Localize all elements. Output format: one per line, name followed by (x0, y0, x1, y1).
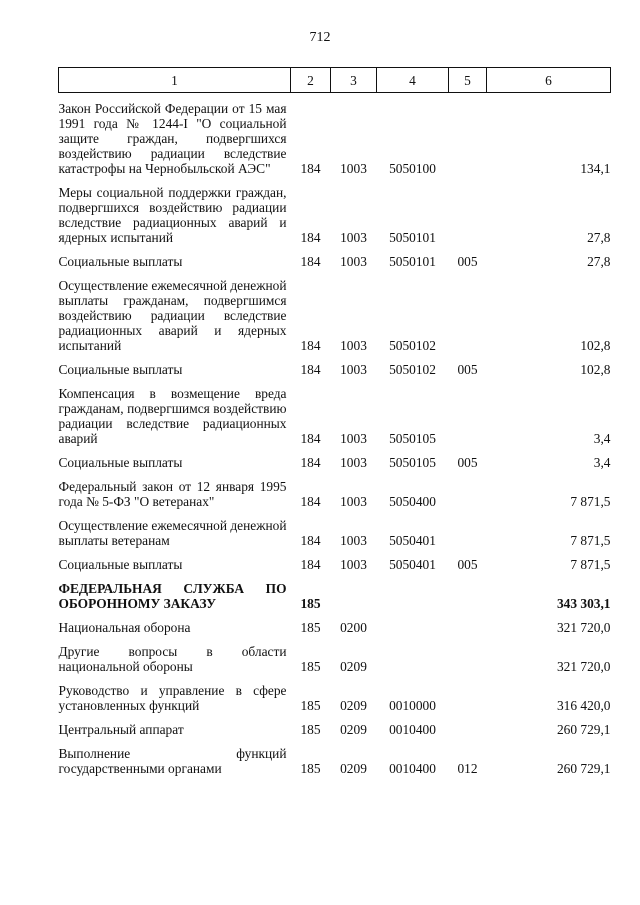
row-target-code: 0010000 (389, 698, 436, 713)
row-section-code: 1003 (340, 161, 367, 176)
table-row (59, 683, 611, 722)
row-expense-type (449, 278, 487, 362)
table-row (59, 644, 611, 683)
row-section-code: 0209 (340, 659, 367, 674)
row-target-code: 5050400 (389, 494, 436, 509)
row-ved-code: 184 (300, 161, 321, 176)
row-target-code: 5050102 (389, 338, 436, 353)
row-target-code: 5050401 (389, 533, 436, 548)
row-ved-code: 184 (300, 338, 321, 353)
row-ved-code: 184 (300, 533, 321, 548)
table-row (59, 557, 611, 581)
row-section-code: 1003 (340, 557, 367, 572)
table-row (59, 620, 611, 644)
row-expense-type (449, 683, 487, 722)
row-name: Центральный аппарат (58, 722, 184, 737)
table-row (59, 278, 611, 362)
row-ved-code: 185 (300, 761, 321, 776)
row-name: Закон Российской Федерации от 15 мая 1991 года № 1244-I "О социальной защите граждан, подвергшихся воздействию радиации вследствие катастрофы на Чернобыльской АЭС" (58, 101, 287, 176)
row-name: Национальная оборона (58, 620, 191, 635)
row-name: Другие вопросы в области национальной обороны (58, 644, 287, 674)
row-ved-code: 185 (300, 659, 321, 674)
row-expense-type (449, 620, 487, 644)
row-amount: 260 729,1 (556, 722, 611, 737)
row-expense-type (449, 386, 487, 455)
row-name: Социальные выплаты (58, 362, 183, 377)
row-amount: 102,8 (580, 338, 611, 353)
table-row (59, 479, 611, 518)
row-amount: 27,8 (587, 230, 611, 245)
row-expense-type (449, 518, 487, 557)
row-section-code: 1003 (340, 362, 367, 377)
row-ved-code: 184 (300, 362, 321, 377)
row-expense-type (449, 581, 487, 620)
row-section-code (331, 581, 377, 620)
row-expense-type: 005 (457, 254, 478, 269)
row-amount: 134,1 (580, 161, 611, 176)
row-expense-type: 012 (457, 761, 478, 776)
row-amount: 7 871,5 (570, 494, 611, 509)
header-col-3: 3 (331, 68, 377, 93)
row-name: Компенсация в возмещение вреда гражданам, подвергшимся воздействию радиации вследствие радиационных аварий (58, 386, 287, 446)
table-row (59, 185, 611, 254)
row-name: Социальные выплаты (58, 254, 183, 269)
header-col-4: 4 (377, 68, 449, 93)
row-expense-type: 005 (457, 362, 478, 377)
row-target-code: 5050101 (389, 254, 436, 269)
row-name: Федеральный закон от 12 января 1995 года № 5-ФЗ "О ветеранах" (58, 479, 287, 509)
header-col-1: 1 (59, 68, 291, 93)
header-col-2: 2 (291, 68, 331, 93)
row-ved-code: 184 (300, 254, 321, 269)
header-row (59, 68, 611, 93)
table-row (59, 254, 611, 278)
row-name: Социальные выплаты (58, 455, 183, 470)
row-amount: 7 871,5 (570, 557, 611, 572)
row-section-code: 1003 (340, 254, 367, 269)
row-expense-type (449, 185, 487, 254)
row-expense-type (449, 644, 487, 683)
row-amount: 27,8 (587, 254, 611, 269)
row-expense-type (449, 93, 487, 186)
row-ved-code: 185 (300, 698, 321, 713)
table-row (59, 518, 611, 557)
row-amount: 7 871,5 (570, 533, 611, 548)
row-amount: 321 720,0 (556, 620, 611, 635)
row-amount: 260 729,1 (556, 761, 611, 776)
row-section-code: 1003 (340, 533, 367, 548)
row-ved-code: 184 (300, 431, 321, 446)
row-target-code (377, 644, 449, 683)
row-target-code: 5050105 (389, 431, 436, 446)
row-name: Руководство и управление в сфере установленных функций (58, 683, 287, 713)
row-section-code: 1003 (340, 230, 367, 245)
row-name: Осуществление ежемесячной денежной выплаты ветеранам (58, 518, 287, 548)
header-col-6: 6 (487, 68, 611, 93)
row-target-code: 5050100 (389, 161, 436, 176)
row-target-code: 5050401 (389, 557, 436, 572)
row-amount: 3,4 (593, 455, 611, 470)
row-section-code: 0200 (340, 620, 367, 635)
row-target-code (377, 620, 449, 644)
row-target-code (377, 581, 449, 620)
row-section-code: 1003 (340, 431, 367, 446)
row-ved-code: 184 (300, 557, 321, 572)
row-name: ФЕДЕРАЛЬНАЯ СЛУЖБА ПО ОБОРОННОМУ ЗАКАЗУ (58, 581, 287, 611)
row-target-code: 5050102 (389, 362, 436, 377)
table-row (59, 93, 611, 186)
row-expense-type (449, 722, 487, 746)
row-target-code: 0010400 (389, 761, 436, 776)
row-target-code: 0010400 (389, 722, 436, 737)
row-section-code: 0209 (340, 722, 367, 737)
row-expense-type: 005 (457, 455, 478, 470)
row-section-code: 1003 (340, 338, 367, 353)
budget-table (58, 67, 611, 785)
row-amount: 321 720,0 (556, 659, 611, 674)
header-col-5: 5 (449, 68, 487, 93)
table-row (59, 386, 611, 455)
row-ved-code: 184 (300, 455, 321, 470)
row-section-code: 0209 (340, 761, 367, 776)
row-ved-code: 184 (300, 494, 321, 509)
row-ved-code: 184 (300, 230, 321, 245)
row-section-code: 1003 (340, 494, 367, 509)
row-expense-type (449, 479, 487, 518)
row-ved-code: 185 (300, 620, 321, 635)
row-amount: 3,4 (593, 431, 611, 446)
row-ved-code: 185 (300, 722, 321, 737)
row-name: Выполнение функций государственными органами (58, 746, 287, 776)
row-expense-type: 005 (457, 557, 478, 572)
table-row (59, 455, 611, 479)
row-amount: 343 303,1 (556, 596, 611, 611)
row-amount: 102,8 (580, 362, 611, 377)
row-name: Осуществление ежемесячной денежной выплаты гражданам, подвергшимся воздействию радиации вследствие радиационных аварий и ядерных испытаний (58, 278, 287, 353)
row-ved-code: 185 (300, 596, 321, 611)
page-number: 712 (309, 30, 331, 45)
row-target-code: 5050101 (389, 230, 436, 245)
row-section-code: 0209 (340, 698, 367, 713)
table-row (59, 746, 611, 785)
table-row (59, 722, 611, 746)
row-section-code: 1003 (340, 455, 367, 470)
table-body (59, 93, 611, 786)
table-row (59, 581, 611, 620)
row-target-code: 5050105 (389, 455, 436, 470)
table-row (59, 362, 611, 386)
row-name: Социальные выплаты (58, 557, 183, 572)
row-name: Меры социальной поддержки граждан, подвергшихся воздействию радиации вследствие радиационных аварий и ядерных испытаний (58, 185, 287, 245)
row-amount: 316 420,0 (556, 698, 611, 713)
